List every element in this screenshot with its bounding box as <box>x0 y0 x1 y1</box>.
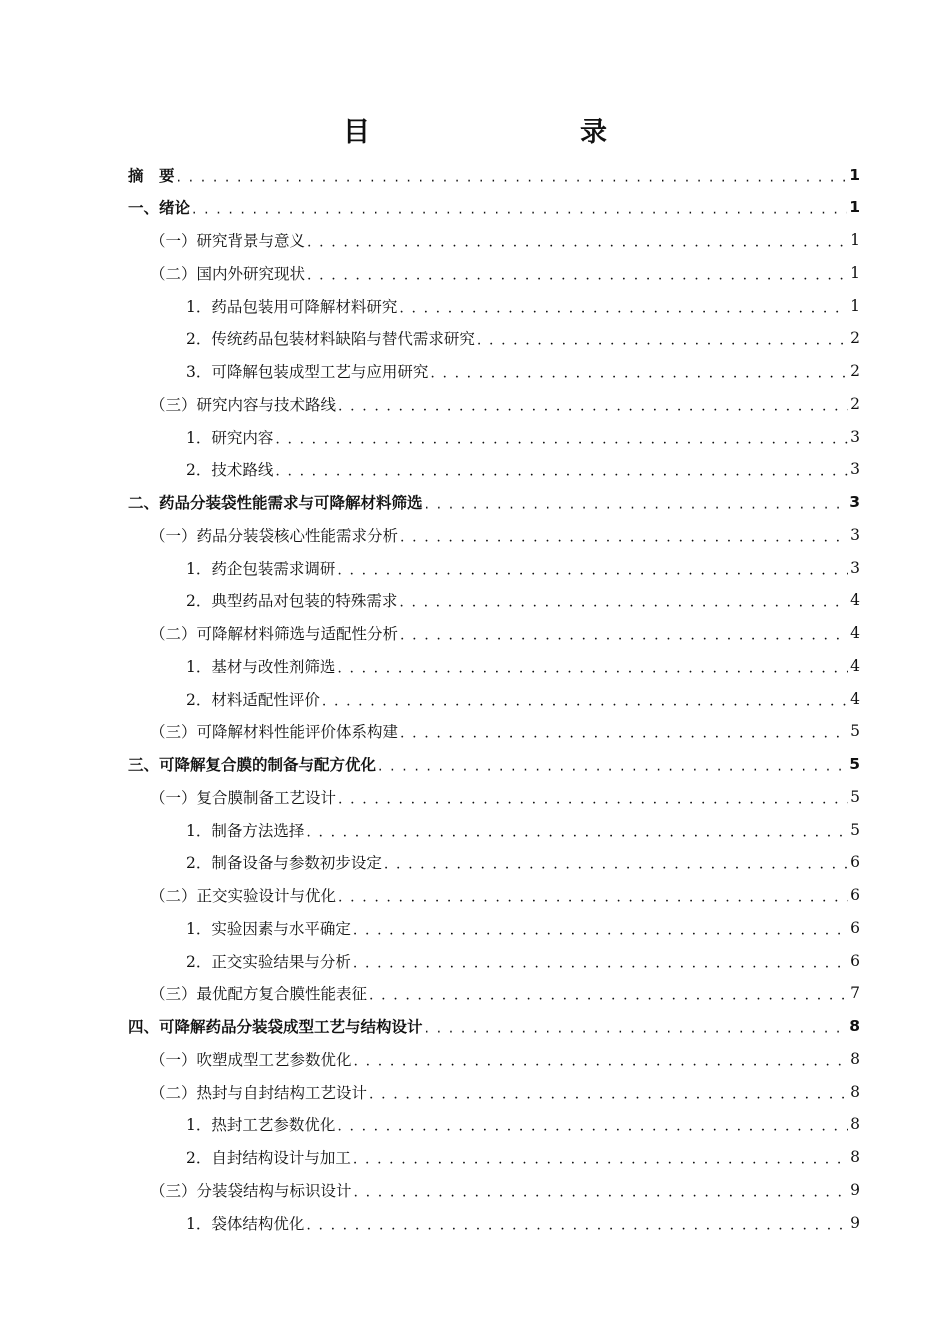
toc-page-number: 8 <box>849 1017 860 1035</box>
toc-entry[interactable] <box>150 617 860 650</box>
toc-dot-leader <box>425 1010 848 1043</box>
toc-dot-leader <box>192 191 847 224</box>
toc-page-number: 1 <box>849 198 860 217</box>
toc-entry-label: 1．研究内容 <box>186 428 274 447</box>
toc-entry-label: 二、药品分装袋性能需求与可降解材料筛选 <box>128 494 423 512</box>
toc-dot-leader <box>399 289 848 322</box>
toc-page-number: 2 <box>850 329 860 348</box>
toc-entry-label: 2．典型药品对包装的特殊需求 <box>186 592 398 611</box>
toc-dot-leader <box>384 846 848 879</box>
toc-dot-leader <box>337 1108 848 1141</box>
toc-entry-label: 1．药企包装需求调研 <box>186 559 336 578</box>
toc-entry[interactable] <box>186 1206 860 1239</box>
toc-entry[interactable] <box>186 453 860 486</box>
toc-dot-leader <box>353 911 848 944</box>
toc-entry-label: （二）热封与自封结构工艺设计 <box>150 1083 368 1102</box>
toc-dot-leader <box>425 486 848 519</box>
toc-entry-label: （二）国内外研究现状 <box>150 264 306 283</box>
toc-page-number: 4 <box>850 689 860 708</box>
toc-dot-leader <box>275 453 848 486</box>
toc-page-number: 2 <box>850 362 860 380</box>
toc-entry[interactable] <box>186 1108 860 1141</box>
toc-entry[interactable] <box>186 649 860 682</box>
toc-page-number: 1 <box>849 165 860 184</box>
toc-entry[interactable] <box>150 1042 860 1075</box>
toc-entry[interactable] <box>150 879 860 912</box>
toc-dot-leader <box>307 224 848 257</box>
toc-entry[interactable] <box>150 715 860 748</box>
toc-page-number: 6 <box>850 918 860 937</box>
toc-page-number: 3 <box>850 460 860 479</box>
toc-dot-leader <box>306 1206 848 1239</box>
toc-page-number: 5 <box>850 787 860 806</box>
toc-entry-label: （一）复合膜制备工艺设计 <box>150 788 337 807</box>
toc-entry[interactable] <box>186 813 860 846</box>
toc-page-number: 3 <box>849 493 860 511</box>
toc-page-number: 6 <box>850 951 860 970</box>
toc-page-number: 9 <box>850 1213 860 1232</box>
toc-dot-leader <box>353 944 848 977</box>
toc-page-number: 1 <box>850 231 860 249</box>
toc-entry-label: （二）可降解材料筛选与适配性分析 <box>150 625 399 643</box>
toc-entry[interactable] <box>186 355 860 388</box>
toc-page-number: 2 <box>850 394 860 413</box>
toc-entry-label: （三）可降解材料性能评价体系构建 <box>150 723 399 742</box>
toc-entry-label: （三）研究内容与技术路线 <box>150 395 337 414</box>
toc-page-number: 3 <box>850 525 860 544</box>
toc-entry[interactable] <box>128 486 860 519</box>
toc-dot-leader <box>378 748 847 781</box>
toc-entry-label: 2．技术路线 <box>186 461 274 480</box>
toc-page-number: 6 <box>850 886 860 904</box>
toc-entry-label: （三）分装袋结构与标识设计 <box>150 1181 352 1200</box>
toc-entry-label: （三）最优配方复合膜性能表征 <box>150 985 368 1004</box>
toc-entry-label: 摘 要 <box>128 166 175 185</box>
toc-entry-label: 1．药品包装用可降解材料研究 <box>186 297 398 316</box>
toc-entry[interactable] <box>150 780 860 813</box>
toc-dot-leader <box>354 1042 848 1075</box>
toc-page-number: 8 <box>850 1082 860 1101</box>
toc-dot-leader <box>399 584 848 617</box>
toc-page-number: 7 <box>850 984 860 1003</box>
toc-entry-label: 1．基材与改性剂筛选 <box>186 657 336 676</box>
toc-entry[interactable] <box>150 387 860 420</box>
toc-entry-label: 1．袋体结构优化 <box>186 1214 305 1233</box>
toc-page-number: 5 <box>849 755 860 773</box>
toc-entry[interactable] <box>128 1010 860 1043</box>
toc-page-number: 4 <box>850 624 860 642</box>
toc-entry[interactable] <box>186 584 860 617</box>
toc-entry[interactable] <box>150 1173 860 1206</box>
toc-dot-leader <box>477 322 848 355</box>
toc-entry[interactable] <box>186 911 860 944</box>
toc-entry-label: 2．传统药品包装材料缺陷与替代需求研究 <box>186 330 475 349</box>
toc-entry-label: 三、可降解复合膜的制备与配方优化 <box>128 756 377 774</box>
toc-entry-label: 四、可降解药品分装袋成型工艺与结构设计 <box>128 1018 423 1036</box>
toc-entry[interactable] <box>150 256 860 289</box>
toc-page-number: 8 <box>850 1148 860 1166</box>
toc-entry[interactable] <box>128 191 860 224</box>
toc-entry-label: 2．材料适配性评价 <box>186 690 320 709</box>
toc-page-number: 5 <box>850 820 860 839</box>
toc-dot-leader <box>337 649 848 682</box>
toc-page-number: 4 <box>850 591 860 610</box>
toc-entry[interactable] <box>186 944 860 977</box>
toc-entry[interactable] <box>186 420 860 453</box>
toc-entry-label: （一）吹塑成型工艺参数优化 <box>150 1050 352 1069</box>
toc-entry[interactable] <box>128 748 860 781</box>
toc-entry[interactable] <box>150 518 860 551</box>
toc-page-number: 8 <box>850 1049 860 1068</box>
toc-dot-leader <box>400 715 848 748</box>
toc-dot-leader <box>177 158 848 191</box>
toc-title: 目 录 <box>343 117 659 148</box>
toc-entry-label: 1．制备方法选择 <box>186 821 305 840</box>
toc-dot-leader <box>430 355 848 388</box>
toc-dot-leader <box>306 813 848 846</box>
toc-dot-leader <box>275 420 848 453</box>
toc-entry-label: （一）研究背景与意义 <box>150 232 306 250</box>
toc-page-number: 6 <box>850 853 860 872</box>
toc-dot-leader <box>338 780 848 813</box>
toc-entry-label: 2．正交实验结果与分析 <box>186 952 351 971</box>
toc-dot-leader <box>353 1141 848 1174</box>
toc-entry-label: 1．热封工艺参数优化 <box>186 1116 336 1135</box>
toc-entry-label: 2．自封结构设计与加工 <box>186 1149 351 1167</box>
toc-entry[interactable] <box>186 682 860 715</box>
toc-entry[interactable] <box>186 846 860 879</box>
toc-page-number: 4 <box>850 656 860 675</box>
toc-entry-label: 1．实验因素与水平确定 <box>186 919 351 938</box>
toc-page-number: 3 <box>850 558 860 577</box>
toc-entry-label: 一、绪论 <box>128 199 191 218</box>
toc-entry[interactable] <box>128 158 860 191</box>
toc-dot-leader <box>322 682 848 715</box>
toc-page-number: 1 <box>850 263 860 282</box>
toc-entry[interactable] <box>186 1141 860 1174</box>
toc-entry[interactable] <box>186 551 860 584</box>
toc-entry[interactable] <box>150 977 860 1010</box>
toc-dot-leader <box>369 1075 848 1108</box>
toc-dot-leader <box>400 518 848 551</box>
toc-entry[interactable] <box>150 224 860 257</box>
toc-dot-leader <box>338 387 848 420</box>
toc-page-number: 5 <box>850 722 860 741</box>
toc-entry-label: （一）药品分装袋核心性能需求分析 <box>150 526 399 545</box>
toc-entry-label: 2．制备设备与参数初步设定 <box>186 854 382 873</box>
toc-dot-leader <box>354 1173 848 1206</box>
toc-page-number: 8 <box>850 1115 860 1134</box>
toc-entry[interactable] <box>150 1075 860 1108</box>
toc-dot-leader <box>307 256 848 289</box>
toc-dot-leader <box>369 977 848 1010</box>
toc-entry-label: （二）正交实验设计与优化 <box>150 887 337 905</box>
toc-page-number: 1 <box>850 296 860 315</box>
toc-page-number: 3 <box>850 427 860 446</box>
toc-dot-leader <box>337 551 848 584</box>
toc-page-number: 9 <box>850 1180 860 1199</box>
toc-dot-leader <box>338 879 848 912</box>
toc-entry[interactable] <box>186 322 860 355</box>
toc-dot-leader <box>400 617 848 650</box>
toc-entry-label: 3．可降解包装成型工艺与应用研究 <box>186 363 429 381</box>
toc-entry[interactable] <box>186 289 860 322</box>
